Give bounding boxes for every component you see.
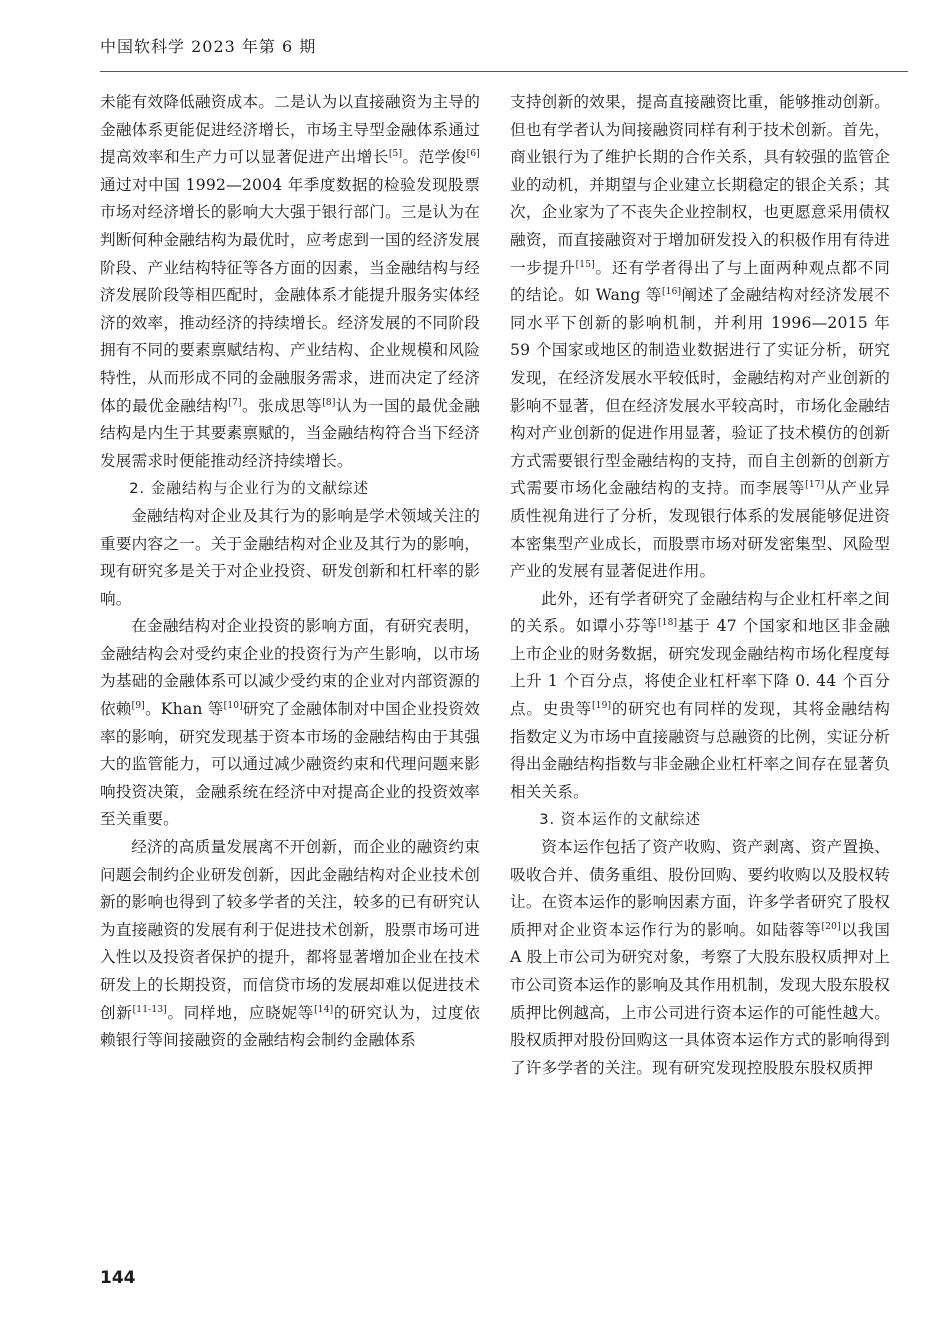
paragraph: 资本运作包括了资产收购、资产剥离、资产置换、吸收合并、债务重组、股份回购、要约收购以及股权转让。在资本运作的影响因素方面，许多学者研究了股权质押对企业资本运作行为的影响。如陆蓉等[20]以我国 A 股上市公司为研究对象，考察了大股东股权质押对上市公司资本运作的影响及其作用机制，发现大股东股权质押比例越高，上市公司进行资本运作的可能性越大。股权质押对股份回购这一具体资本运作方式的影响得到了许多学者的关注。现有研究发现控股股东股权质押 (510, 838, 890, 1077)
citation: [5] (388, 149, 403, 160)
section-heading: 2. 金融结构与企业行为的文献综述 (129, 480, 370, 498)
citation: [19] (591, 701, 612, 712)
page-number: 144 (100, 1268, 136, 1288)
citation: [6] (466, 149, 480, 160)
citation: [8] (322, 397, 336, 408)
citation: [9] (131, 701, 145, 712)
header-rule (100, 71, 908, 72)
paragraph: 未能有效降低融资成本。二是认为以直接融资为主导的金融体系更能促进经济增长，市场主导型金融体系通过提高效率和生产力可以显著促进产出增长[5]。范学俊[6]通过对中国 1992—2004 年季度数据的检验发现股票市场对经济增长的影响大大强于银行部门。三是认为在判断何种金融结构为最优时，应考虑到一国的经济发展阶段、产业结构特征等各方面的因素，当金融结构与经济发展阶段等相匹配时，金融体系才能提升服务实体经济的效率，推动经济的持续增长。经济发展的不同阶段拥有不同的要素禀赋结构、产业结构、企业规模和风险特性，从而形成不同的金融服务需求，进而决定了经济体的最优金融结构[7]。张成思等[8]认为一国的最优金融结构是内生于其要素禀赋的，当金融结构符合当下经济发展需求时便能推动经济持续增长。 (100, 93, 480, 470)
right-column (510, 89, 890, 1082)
citation: [17] (805, 480, 825, 491)
paragraph: 在金融结构对企业投资的影响方面，有研究表明，金融结构会对受约束企业的投资行为产生影响，以市场为基础的金融体系可以减少受约束的企业对内部资源的依赖[9]。Khan 等[10]研究了金融体制对中国企业投资效率的影响，研究发现基于资本市场的金融结构由于其强大的监管能力，可以通过减少融资约束和代理问题来影响投资决策，金融系统在经济中对提高企业的投资效率至关重要。 (100, 617, 481, 829)
citation: [18] (657, 618, 678, 629)
citation: [20] (821, 921, 841, 932)
paragraph: 经济的高质量发展离不开创新，而企业的融资约束问题会制约企业研发创新，因此金融结构对企业技术创新的影响也得到了较多学者的关注，较多的已有研究认为直接融资的发展有利于促进技术创新，股票市场可进入性以及投资者保护的提升，都将显著增加企业在技术研发上的长期投资，而信贷市场的发展却难以促进技术创新[11-13]。同样地，应晓妮等[14]的研究认为，过度依赖银行等间接融资的金融结构会制约金融体系 (100, 838, 480, 1050)
paragraph: 支持创新的效果，提高直接融资比重，能够推动创新。但也有学者认为间接融资同样有利于技术创新。首先，商业银行为了维护长期的合作关系，具有较强的监管企业的动机，并期望与企业建立长期稳定的银企关系；其次，企业家为了不丧失企业控制权，也更愿意采用债权融资，而直接融资对于增加研发投入的积极作用有待进一步提升[15]。还有学者得出了与上面两种观点都不同的结论。如 Wang 等[16]阐述了金融结构对经济发展不同水平下创新的影响机制，并利用 1996—2015 年 59 个国家或地区的制造业数据进行了实证分析，研究发现，在经济发展水平较低时，金融结构对产业创新的影响不显著，但在经济发展水平较高时，市场化金融结构对产业创新的促进作用显著，验证了技术模仿的创新方式需要银行型金融结构的支持，而自主创新的创新方式需要市场化金融结构的支持。而李展等[17]从产业异质性视角进行了分析，发现银行体系的发展能够促进资本密集型产业成长，而股票市场对研发密集型、风险型产业的发展有显著促进作用。 (510, 93, 890, 581)
citation: [10] (223, 701, 243, 712)
citation: [15] (575, 259, 595, 270)
running-header: 中国软科学 2023 年第 6 期 (100, 37, 317, 56)
paragraph: 此外，还有学者研究了金融结构与企业杠杆率之间的关系。如谭小芬等[18]基于 47 个国家和地区非金融上市企业的财务数据，研究发现金融结构市场化程度每上升 1 个百分点，将使企业杠杆率下降 0. 44 个百分点。史贵等[19]的研究也有同样的发现，其将金融结构指数定义为市场中直接融资与总融资的比例，实证分析得出金融结构指数与非金融企业杠杆率之间存在显著负相关关系。 (510, 589, 890, 801)
left-column (100, 89, 480, 1055)
citation: [16] (661, 287, 682, 298)
citation: [14] (314, 1004, 334, 1015)
citation: [11-13] (132, 1004, 167, 1015)
section-heading: 3. 资本运作的文献综述 (539, 811, 702, 829)
citation: [7] (228, 397, 242, 408)
paragraph: 金融结构对企业及其行为的影响是学术领域关注的重要内容之一。关于金融结构对企业及其行为的影响，现有研究多是关于对企业投资、研发创新和杠杆率的影响。 (100, 506, 480, 608)
